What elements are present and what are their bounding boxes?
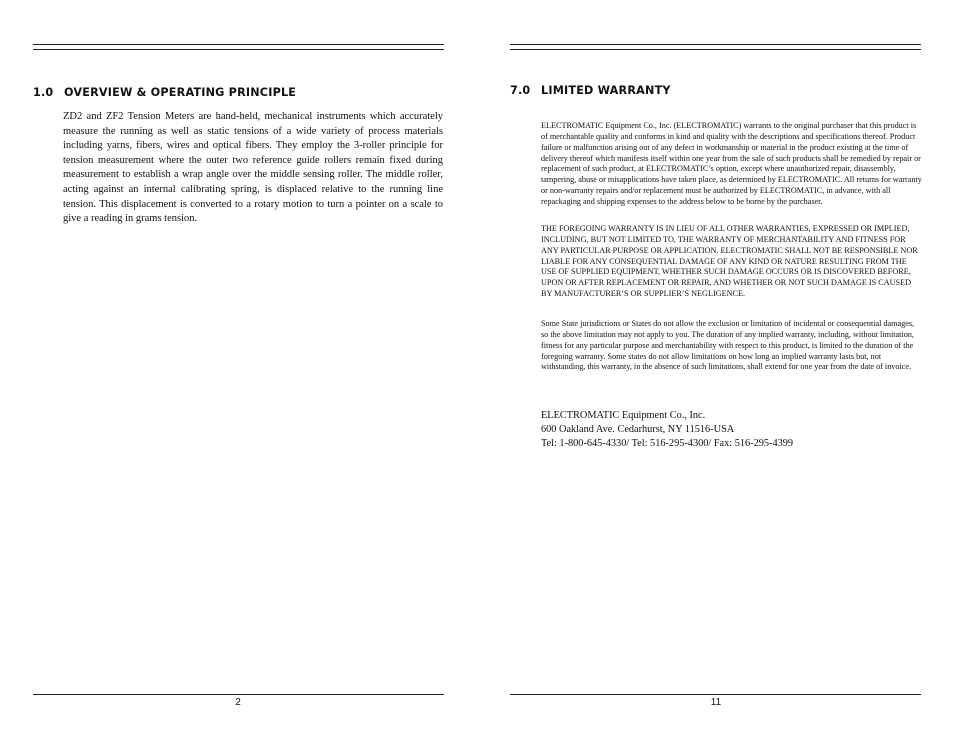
warranty-paragraph-3: Some State jurisdictions or States do not allow the exclusion or limitation of incidental or consequential damages, so the above limitation may not apply to you. The duration of any implied warranty, including, without limitation, fitness for any particular purpose and merchantability with respect to this product, is limited to the duration of the foregoing warranty. Some states do not allow limitations on how long an implied warranty lasts but, not withstanding, this warranty, in the absence of such limitations, shall extend for one year from the date of invoice. — [541, 319, 915, 372]
right-page-number: 11 — [710, 697, 722, 708]
right-footer-rule — [510, 694, 921, 695]
overview-paragraph: ZD2 and ZF2 Tension Meters are hand-held, mechanical instruments which accurately measure the running as well as static tensions of a wide variety of process materials including yarns, fibers, wires and optical fibers. They employ the 3-roller principle for tension measurement where the outer two reference guide rollers remain fixed during measurement to establish a wrap angle over the middle sensing roller. The middle roller, acting against an internal calibrating spring, is displaced relative to the running line tension. This displacement is converted to a rotary motion to turn a pointer on a scale to give a reading in grams tension. — [63, 111, 443, 225]
left-section-number: 1.0 — [33, 86, 54, 99]
left-header-rule — [33, 44, 444, 50]
left-section-title: OVERVIEW & OPERATING PRINCIPLE — [64, 86, 297, 99]
warranty-paragraph-1: ELECTROMATIC Equipment Co., Inc. (ELECTROMATIC) warrants to the original purchaser that this product is of merchantable quality and conforms in kind and quality with the descriptions and specifications thereof. Product failure or malfunction arising out of any defect in workmanship or material in the product existing at the time of delivery thereof which manifests itself within one year from the sale of such products shall be remedied by repair or replacement of such product, at ELECTROMATIC’s option, except where unauthorized repair, disassembly, tampering, abuse or misapplications have taken place, as determined by ELECTROMATIC. All returns for warranty or non-warranty repairs and/or replacement must be authorized by ELECTROMATIC, in advance, with all repackaging and shipping expenses to the address below to be borne by the purchaser. — [541, 121, 922, 206]
right-section-heading — [510, 84, 671, 97]
right-header-rule — [510, 44, 921, 50]
address-street: 600 Oakland Ave. Cedarhurst, NY 11516-USA — [541, 424, 735, 435]
warranty-paragraph-2: THE FOREGOING WARRANTY IS IN LIEU OF ALL OTHER WARRANTIES, EXPRESSED OR IMPLIED, INCLUDING, BUT NOT LIMITED TO, THE WARRANTY OF MERCHANTABILITY AND FITNESS FOR ANY PARTICULAR PURPOSE OR APPLICATION. ELECTROMATIC SHALL NOT BE RESPONSIBLE NOR LIABLE FOR ANY CONSEQUENTIAL DAMAGE OF ANY KIND OR NATURE RESULTING FROM THE USE OF SUPPLIED EQUIPMENT, WHETHER SUCH DAMAGE OCCURS OR IS DISCOVERED BEFORE, UPON OR AFTER REPLACEMENT OR REPAIR, AND WHETHER OR NOT SUCH DAMAGE IS CAUSED BY MANUFACTURER’S OR SUPPLIER’S NEGLIGENCE. — [541, 224, 918, 299]
right-section-number: 7.0 — [510, 84, 531, 97]
address-phones: Tel: 1-800-645-4330/ Tel: 516-295-4300/ Fax: 516-295-4399 — [541, 438, 794, 449]
address-company: ELECTROMATIC Equipment Co., Inc. — [541, 410, 706, 421]
left-section-heading — [33, 86, 296, 99]
right-section-title: LIMITED WARRANTY — [541, 84, 671, 97]
left-page-number: 2 — [235, 697, 241, 708]
left-footer-rule — [33, 694, 444, 695]
